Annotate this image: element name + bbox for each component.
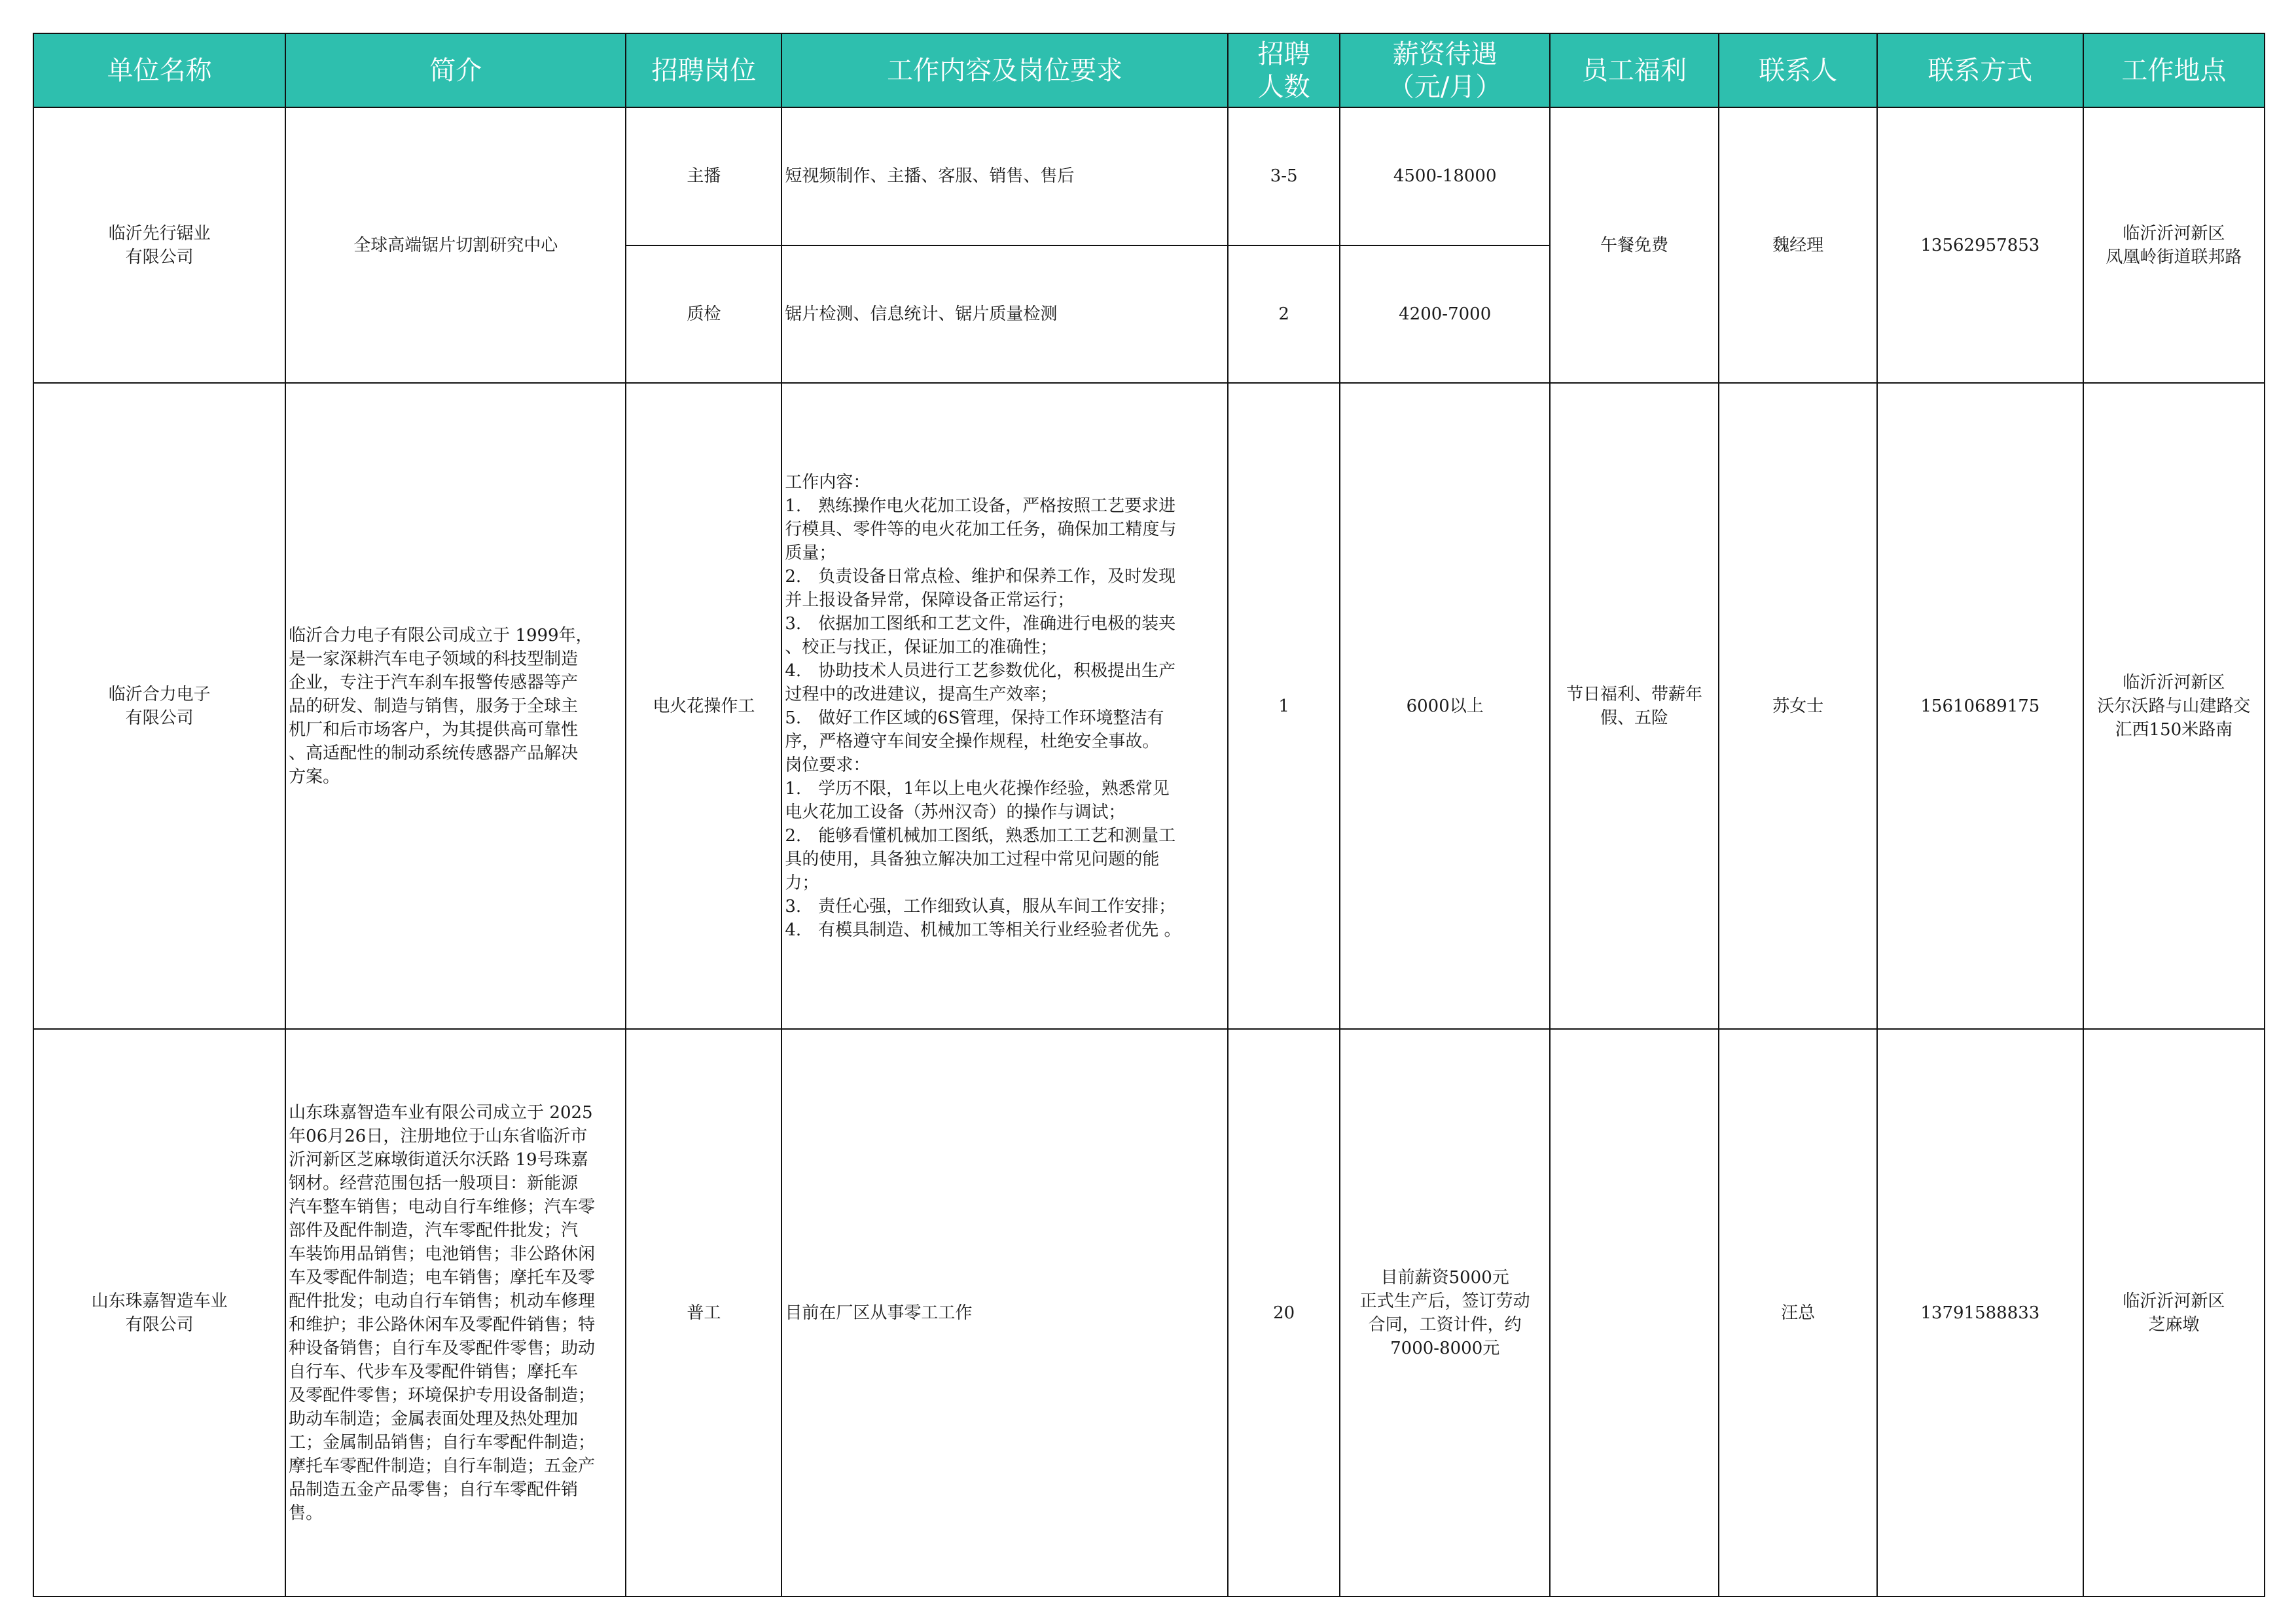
job-count-cell: 1 (1228, 383, 1340, 1029)
company-name-cell: 临沂合力电子 有限公司 (33, 383, 285, 1029)
job-salary-cell: 目前薪资5000元 正式生产后，签订劳动 合同，工资计件，约 7000-8000元 (1340, 1029, 1550, 1597)
company-location-cell: 临沂沂河新区 凤凰岭街道联邦路 (2083, 107, 2265, 383)
company-benefits-cell (1550, 1029, 1719, 1597)
header-row (33, 33, 2265, 107)
job-count-cell: 20 (1228, 1029, 1340, 1597)
job-position-cell: 主播 (626, 107, 781, 245)
job-content-cell: 工作内容： 1. 熟练操作电火花加工设备，严格按照工艺要求进 行模具、零件等的电火花加工任务，确保加工精度与 质量； 2. 负责设备日常点检、维护和保养工作，及时发现 并上报设备异常，保障设备正常运行； 3. 依据加工图纸和工艺文件，准确进行电极的装夹 、校正与找正，保证加工的准确性； 4. 协助技术人员进行工艺参数优化，积极提出生产 过程中的改进建议，提高生产效率； 5. 做好工作区域的6S管理，保持工作环境整洁有 序，严格遵守车间安全操作规程，杜绝安全事故。 岗位要求： 1. 学历不限，1年以上电火花操作经验，熟悉常见 电火花加工设备（苏州汉奇）的操作与调试； 2. 能够看懂机械加工图纸，熟悉加工工艺和测量工 具的使用，具备独立解决加工过程中常见问题的能 力； 3. 责任心强，工作细致认真，服从车间工作安排； 4. 有模具制造、机械加工等相关行业经验者优先 。 (781, 383, 1228, 1029)
job-salary-cell: 4200-7000 (1340, 245, 1550, 384)
job-position-cell: 电火花操作工 (626, 383, 781, 1029)
company-intro-cell: 全球高端锯片切割研究中心 (285, 107, 626, 383)
header-count: 招聘 人数 (1228, 33, 1340, 107)
company-intro-cell: 临沂合力电子有限公司成立于 1999年， 是一家深耕汽车电子领域的科技型制造 企业，专注于汽车刹车报警传感器等产 品的研发、制造与销售，服务于全球主 机厂和后市场客户，为其提供高可靠性 、高适配性的制动系统传感器产品解决 方案。 (285, 383, 626, 1029)
table-row (33, 107, 2265, 245)
company-location-cell: 临沂沂河新区 沃尔沃路与山建路交 汇西150米路南 (2083, 383, 2265, 1029)
header-phone: 联系方式 (1877, 33, 2083, 107)
company-contact-cell: 苏女士 (1719, 383, 1877, 1029)
job-content-cell: 锯片检测、信息统计、锯片质量检测 (781, 245, 1228, 384)
company-name-cell: 山东珠嘉智造车业 有限公司 (33, 1029, 285, 1597)
job-salary-cell: 6000以上 (1340, 383, 1550, 1029)
header-position: 招聘岗位 (626, 33, 781, 107)
table-row (33, 383, 2265, 1029)
header-company: 单位名称 (33, 33, 285, 107)
company-phone-cell: 15610689175 (1877, 383, 2083, 1029)
company-contact-cell: 汪总 (1719, 1029, 1877, 1597)
job-position-cell: 质检 (626, 245, 781, 384)
recruitment-table (33, 33, 2265, 1597)
company-contact-cell: 魏经理 (1719, 107, 1877, 383)
job-content-cell: 目前在厂区从事零工工作 (781, 1029, 1228, 1597)
header-salary: 薪资待遇 （元/月） (1340, 33, 1550, 107)
header-contact: 联系人 (1719, 33, 1877, 107)
job-position-cell: 普工 (626, 1029, 781, 1597)
job-content-cell: 短视频制作、主播、客服、销售、售后 (781, 107, 1228, 245)
company-benefits-cell: 午餐免费 (1550, 107, 1719, 383)
job-count-cell: 3-5 (1228, 107, 1340, 245)
header-intro: 简介 (285, 33, 626, 107)
company-intro-cell: 山东珠嘉智造车业有限公司成立于 2025 年06月26日，注册地位于山东省临沂市 沂河新区芝麻墩街道沃尔沃路 19号珠嘉 钢材。经营范围包括一般项目：新能源 汽车整车销售；电动自行车维修；汽车零 部件及配件制造，汽车零配件批发；汽 车装饰用品销售；电池销售；非公路休闲 车及零配件制造；电车销售；摩托车及零 配件批发；电动自行车销售；机动车修理 和维护；非公路休闲车及零配件销售；特 种设备销售；自行车及零配件零售；助动 自行车、代步车及零配件销售；摩托车 及零配件零售；环境保护专用设备制造； 助动车制造；金属表面处理及热处理加 工；金属制品销售；自行车零配件制造； 摩托车零配件制造；自行车制造；五金产 品制造五金产品零售；自行车零配件销 售。 (285, 1029, 626, 1597)
company-phone-cell: 13791588833 (1877, 1029, 2083, 1597)
company-phone-cell: 13562957853 (1877, 107, 2083, 383)
company-benefits-cell: 节日福利、带薪年 假、五险 (1550, 383, 1719, 1029)
company-location-cell: 临沂沂河新区 芝麻墩 (2083, 1029, 2265, 1597)
job-count-cell: 2 (1228, 245, 1340, 384)
company-name-cell: 临沂先行锯业 有限公司 (33, 107, 285, 383)
header-location: 工作地点 (2083, 33, 2265, 107)
table-row (33, 1029, 2265, 1597)
header-content: 工作内容及岗位要求 (781, 33, 1228, 107)
header-benefits: 员工福利 (1550, 33, 1719, 107)
job-salary-cell: 4500-18000 (1340, 107, 1550, 245)
